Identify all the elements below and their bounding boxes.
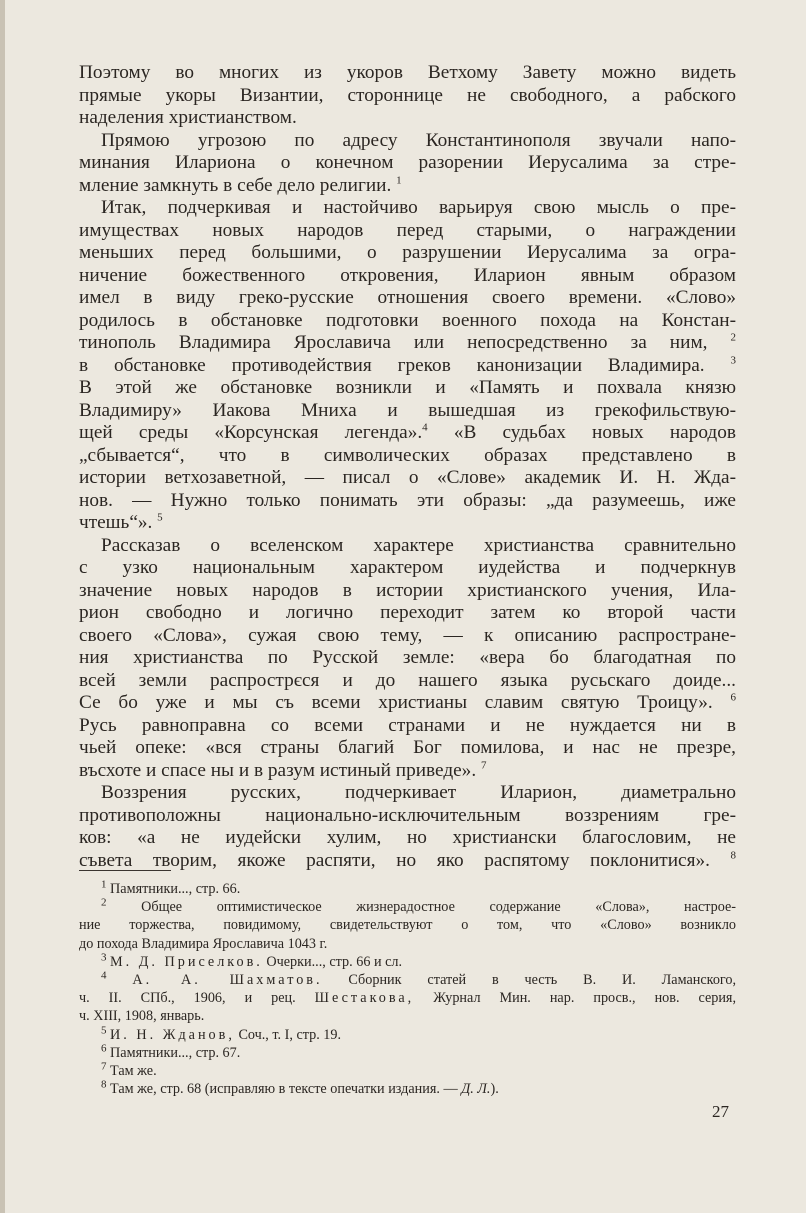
text-line: Русь равноправна со всеми странами и не нуждается ни в (79, 714, 736, 736)
text-line: прямые укоры Византии, стороннице не свободного, а рабского (79, 84, 736, 106)
text-line: Рассказав о вселенском характере христианства сравнительно (101, 534, 736, 556)
footnote-1: $^1$ Памятники..., стр. 66. (101, 878, 241, 897)
footnote-2-cont: ние торжества, повидимому, свидетельствуют о том, что «Слово» возникло (79, 917, 736, 934)
footnote-4-cont: ч. II. СПб., 1906, и рец. Шестакова, Журнал Мин. нар. просв., нов. серия, (79, 990, 737, 1007)
paragraph-2 (79, 130, 736, 198)
text-line: тинополь Владимира Ярославича или непосредственно за ним, $^2$ (79, 331, 736, 353)
footnote-6: $^6$ Памятники..., стр. 67. (101, 1042, 241, 1061)
footnote-3: $^3$ М. Д. Приселков. Очерки..., стр. 66 и сл. (101, 951, 403, 970)
footnote-ref: 3 (730, 354, 736, 367)
text-line: Се бо уже и мы съ всеми христианы славим святую Троицу». $^6$ (79, 691, 736, 713)
footnote-5: $^5$ И. Н. Жданов, Соч., т. I, стр. 19. (101, 1023, 342, 1043)
footnote-ref: 4 (422, 421, 428, 434)
text-line: в обстановке противодействия греков канонизации Владимира. $^3$ (79, 354, 736, 376)
text-line: рион свободно и логично переходит затем ко второй части (79, 602, 736, 623)
text-line: Воззрения русских, подчеркивает Иларион, диаметрально (101, 782, 736, 803)
text-line: значение новых народов в истории христианского учения, Ила- (79, 579, 736, 601)
text-line: имуществах новых народов перед старыми, о награждении (79, 219, 736, 241)
text-line: нов. — Нужно только понимать эти образы: „да разумеешь, иже (79, 489, 736, 511)
text-line: с узко национальным характером иудейства и подчеркнув (79, 557, 736, 578)
paragraph-4 (79, 535, 736, 783)
text-line: имел в виду греко-русские отношения своего времени. «Слово» (79, 287, 736, 308)
footnotes (79, 880, 736, 1098)
text-line: меньших перед большими, о разрушении Иерусалима за огра- (79, 242, 736, 263)
paragraph-1 (79, 62, 736, 130)
text-line: съвета творим, якоже распяти, но яко распятому поклонитися». $^8$ (79, 849, 736, 871)
footnote-7: $^7$ Там же. (101, 1060, 157, 1080)
text-line: родилось в обстановке подготовки военного похода на Констан- (79, 309, 736, 331)
text-line: щей среды «Корсунская легенда».$^4$ «В судьбах новых народов (79, 421, 736, 443)
footnote-8: $^8$ Там же, стр. 68 (исправляю в тексте опечатки издания. — Д. Л.). (101, 1078, 499, 1098)
main-text (79, 62, 736, 872)
text-line: чтешь“». $^5$ (79, 511, 163, 533)
text-line: чьей опеке: «вся страны благий Бог помилова, и нас не презре, (79, 737, 736, 758)
footnote-divider (79, 870, 171, 871)
footnote-ref: 6 (730, 691, 736, 704)
text-line: истории ветхозаветной, — писал о «Слове» академик И. Н. Жда- (79, 467, 736, 488)
text-line: Поэтому во многих из укоров Ветхому Завету можно видеть (79, 62, 736, 83)
text-line: наделения христианством. (79, 107, 297, 128)
text-line: ков: «а не иудейски хулим, но христиански благословим, не (79, 827, 736, 848)
text-line: мление замкнуть в себе дело религии. $^1$ (79, 174, 402, 196)
text-line: Владимиру» Иакова Мниха и вышедшая из грекофильствую- (79, 399, 736, 421)
footnote-4-cont: ч. XIII, 1908, январь. (79, 1008, 205, 1025)
footnote-2-cont: до похода Владимира Ярославича 1043 г. (79, 935, 328, 952)
text-line: противоположны национально-исключительным воззрениям гре- (79, 804, 736, 826)
text-line: ния христианства по Русской земле: «вера бо благодатная по (79, 647, 736, 668)
text-line: ничение божественного откровения, Иларион явным образом (79, 264, 736, 286)
text-line: всей земли распрострєся и до нашего языка русьскаго доиде... (79, 669, 736, 691)
text-line: Итак, подчеркивая и настойчиво варьируя свою мысль о пре- (101, 197, 736, 218)
text-line: В этой же обстановке возникли и «Память и похвала князю (79, 377, 736, 398)
footnote-ref: 5 (157, 511, 163, 524)
page-number: 27 (712, 1102, 729, 1121)
footnote-ref: 1 (396, 174, 402, 187)
footnote-4: $^4$ А. А. Шахматов. Сборник статей в честь В. И. Ламанского, (101, 969, 737, 989)
footnote-ref: 8 (730, 849, 736, 862)
footnote-ref: 7 (480, 759, 487, 772)
text-line: минания Илариона о конечном разорении Иерусалима за стре- (79, 152, 736, 173)
page-edge (0, 0, 5, 1213)
footnote-ref: 2 (730, 331, 736, 344)
paragraph-3 (79, 197, 736, 535)
text-line: въсхоте и спасе ны и в разум истиный приведе». $^7$ (79, 759, 487, 781)
paragraph-5 (79, 782, 736, 872)
text-line: своего «Слова», сужая свою тему, — к описанию распростране- (79, 624, 736, 646)
text-line: „сбывается“, что в символических образах представлено в (79, 444, 736, 466)
text-line: Прямою угрозою по адресу Константинополя звучали напо- (101, 129, 736, 151)
footnote-2: $^2$ Общее оптимистическое жизнерадостное содержание «Слова», настрое- (101, 896, 736, 916)
